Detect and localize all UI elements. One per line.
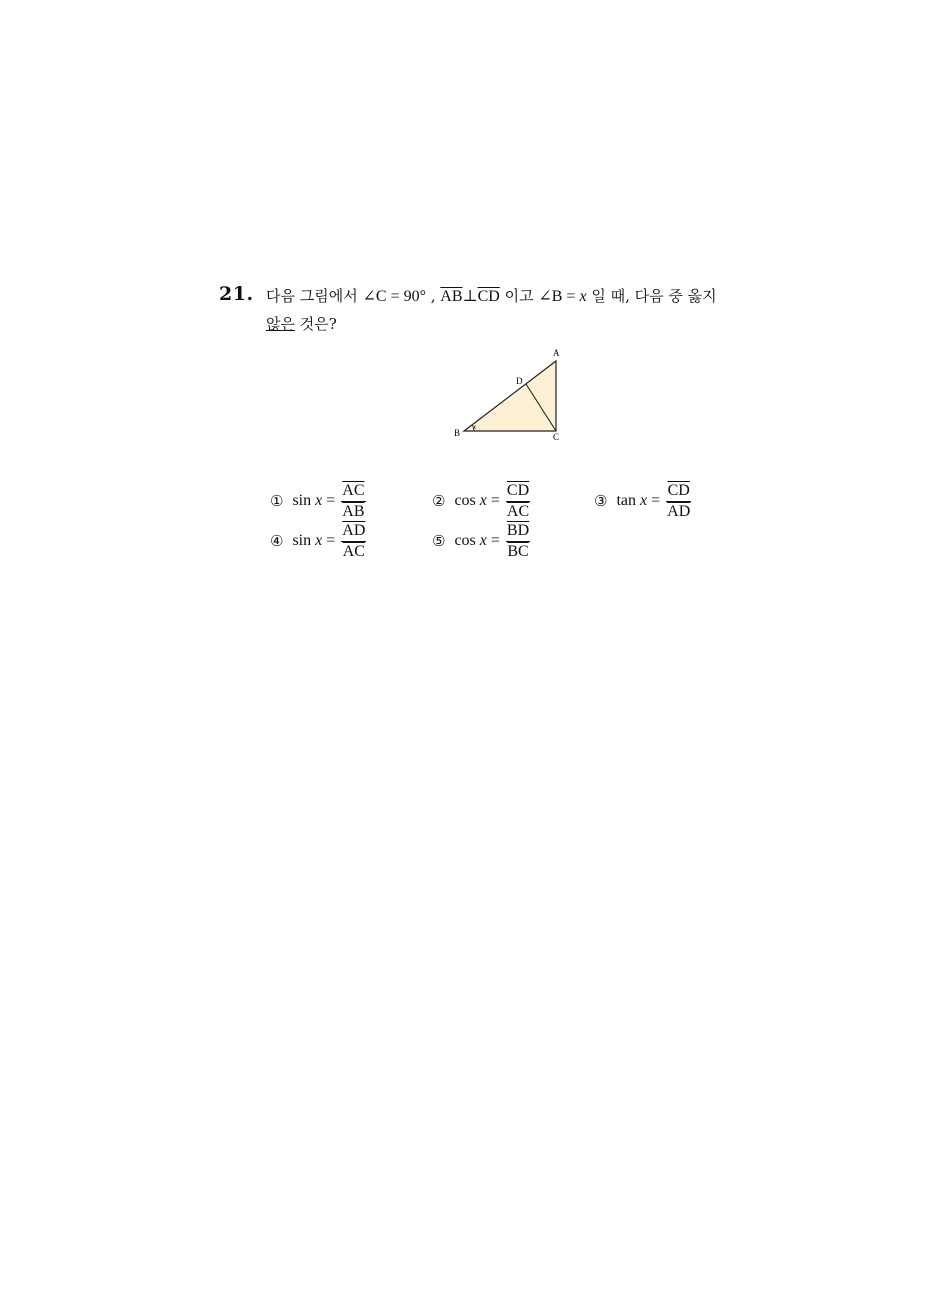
denominator: AC [342, 542, 365, 560]
fraction [341, 522, 366, 561]
question-stem-line-2 [266, 314, 337, 334]
numerator: $\overline{CD}$ [506, 481, 530, 499]
segment-ab: $\overline{AB}$ [440, 288, 463, 305]
fraction [506, 482, 530, 521]
choice-3[interactable] [594, 479, 691, 523]
numerator: $\overline{AC}$ [342, 481, 365, 499]
stem-text: 이고 [499, 287, 539, 305]
label-angle-x: x [473, 423, 477, 431]
triangle-figure [450, 345, 570, 445]
angle-b-expression: ∠B = [538, 288, 580, 305]
stem-text: 것은? [294, 315, 337, 333]
stem-text: 일 때, 다음 중 옳지 [586, 287, 717, 305]
question-stem-line-1 [266, 286, 717, 307]
numerator: $\overline{BD}$ [506, 521, 530, 539]
choice-number: ① [270, 492, 284, 510]
choice-lhs: cos x = [454, 532, 500, 549]
choice-lhs: tan x = [616, 492, 661, 509]
fraction [666, 482, 691, 521]
choice-number: ⑤ [432, 532, 446, 550]
denominator: AD [667, 502, 691, 520]
numerator: $\overline{AD}$ [342, 521, 366, 539]
triangle-abc [464, 361, 556, 431]
choice-number: ② [432, 492, 446, 510]
choice-2[interactable] [432, 479, 530, 523]
variable-x: x [579, 288, 587, 305]
choice-lhs: sin x = [292, 532, 336, 549]
denominator: BC [507, 542, 529, 560]
label-d: D [516, 376, 523, 386]
label-c: C [553, 432, 560, 442]
segment-cd: $\overline{CD}$ [477, 288, 500, 305]
perpendicular-symbol: ⊥ [462, 288, 478, 305]
choice-lhs: sin x = [292, 492, 336, 509]
fraction [341, 482, 365, 521]
choice-number: ④ [270, 532, 284, 550]
label-b: B [454, 428, 461, 438]
denominator: AC [506, 502, 530, 520]
question-number: 21. [219, 283, 254, 305]
choice-number: ③ [594, 492, 608, 510]
underlined-negation: 않은 [266, 315, 295, 333]
choice-5[interactable] [432, 519, 530, 563]
angle-c-expression: ∠C = 90° [362, 288, 426, 305]
stem-text: , [425, 287, 441, 305]
numerator: $\overline{CD}$ [667, 481, 690, 499]
choice-1[interactable] [270, 479, 366, 523]
choice-lhs: cos x = [454, 492, 500, 509]
denominator: AB [342, 502, 365, 520]
stem-text: 다음 그림에서 [266, 287, 363, 305]
label-a: A [553, 348, 560, 358]
choice-4[interactable] [270, 519, 366, 563]
fraction [506, 522, 530, 561]
